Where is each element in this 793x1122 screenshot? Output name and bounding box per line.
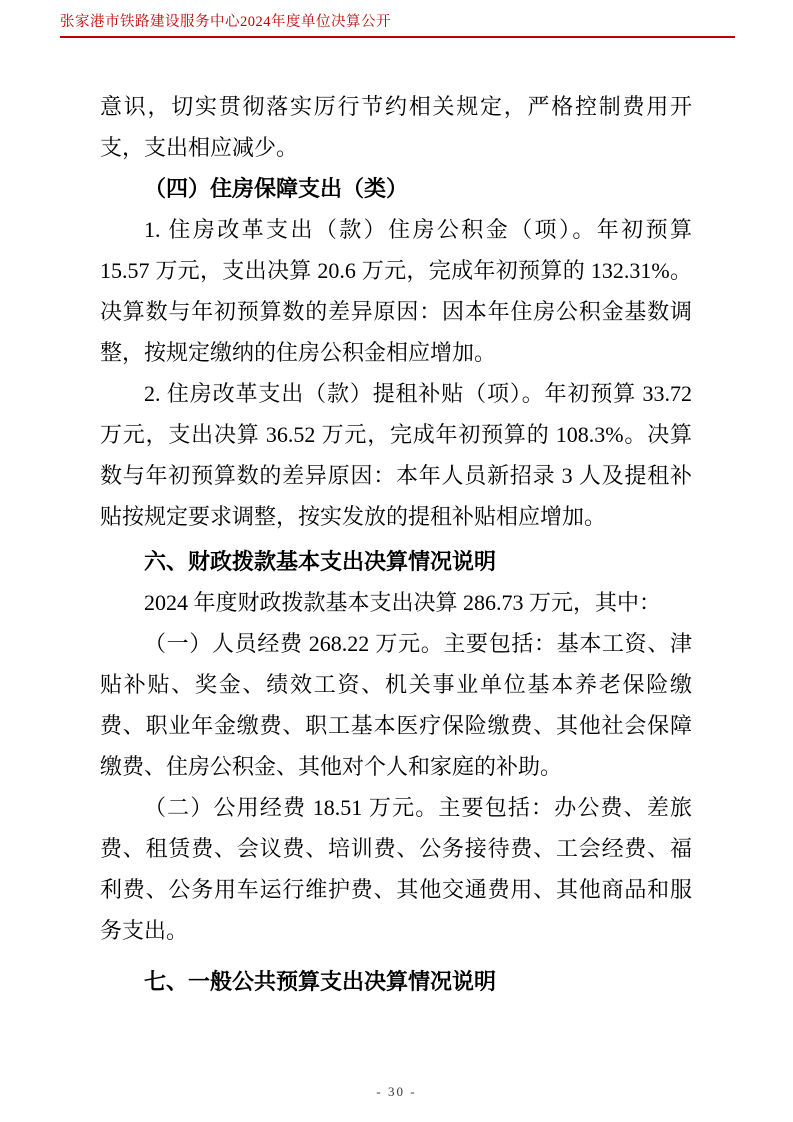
paragraph-basic-expenditure-total: 2024 年度财政拨款基本支出决算 286.73 万元，其中： — [144, 590, 662, 615]
paragraph-rent-subsidy: 2. 住房改革支出（款）提租补贴（项）。年初预算 33.72 万元，支出决算 36.52 万元，完成年初预算的 108.3%。决算数与年初预算数的差异原因：本年人员新招录 3 人及提租补贴按规定要求调整，按实发放的提租补贴相应增加。 — [100, 381, 692, 529]
section-heading-seven: 七、一般公共预算支出决算情况说明 — [144, 969, 497, 994]
paragraph-public-funds: （二）公用经费 18.51 万元。主要包括：办公费、差旅费、租赁费、会议费、培训费、公务接待费、工会经费、福利费、公务用车运行维护费、其他交通费用、其他商品和服务支出。 — [100, 795, 692, 943]
page-number-text: - 30 - — [376, 1084, 417, 1099]
sub-heading-housing-security: （四）住房保障支出（类） — [144, 176, 409, 201]
running-header — [60, 10, 735, 38]
paragraph-housing-fund: 1. 住房改革支出（款）住房公积金（项）。年初预算 15.57 万元，支出决算 20.6 万元，完成年初预算的 132.31%。决算数与年初预算数的差异原因：因本年住房公积金基数调整，按规定缴纳的住房公积金相应增加。 — [100, 217, 692, 365]
document-title: 张家港市铁路建设服务中心2024年度单位决算公开 — [60, 14, 391, 30]
document-body — [100, 86, 692, 1002]
paragraph-continuation: 意识，切实贯彻落实厉行节约相关规定，严格控制费用开支，支出相应减少。 — [100, 94, 692, 160]
page-number — [0, 1084, 793, 1100]
section-heading-six: 六、财政拨款基本支出决算情况说明 — [144, 549, 497, 574]
paragraph-personnel-funds: （一）人员经费 268.22 万元。主要包括：基本工资、津贴补贴、奖金、绩效工资、机关事业单位基本养老保险缴费、职业年金缴费、职工基本医疗保险缴费、其他社会保障缴费、住房公积金、其他对个人和家庭的补助。 — [100, 631, 692, 779]
